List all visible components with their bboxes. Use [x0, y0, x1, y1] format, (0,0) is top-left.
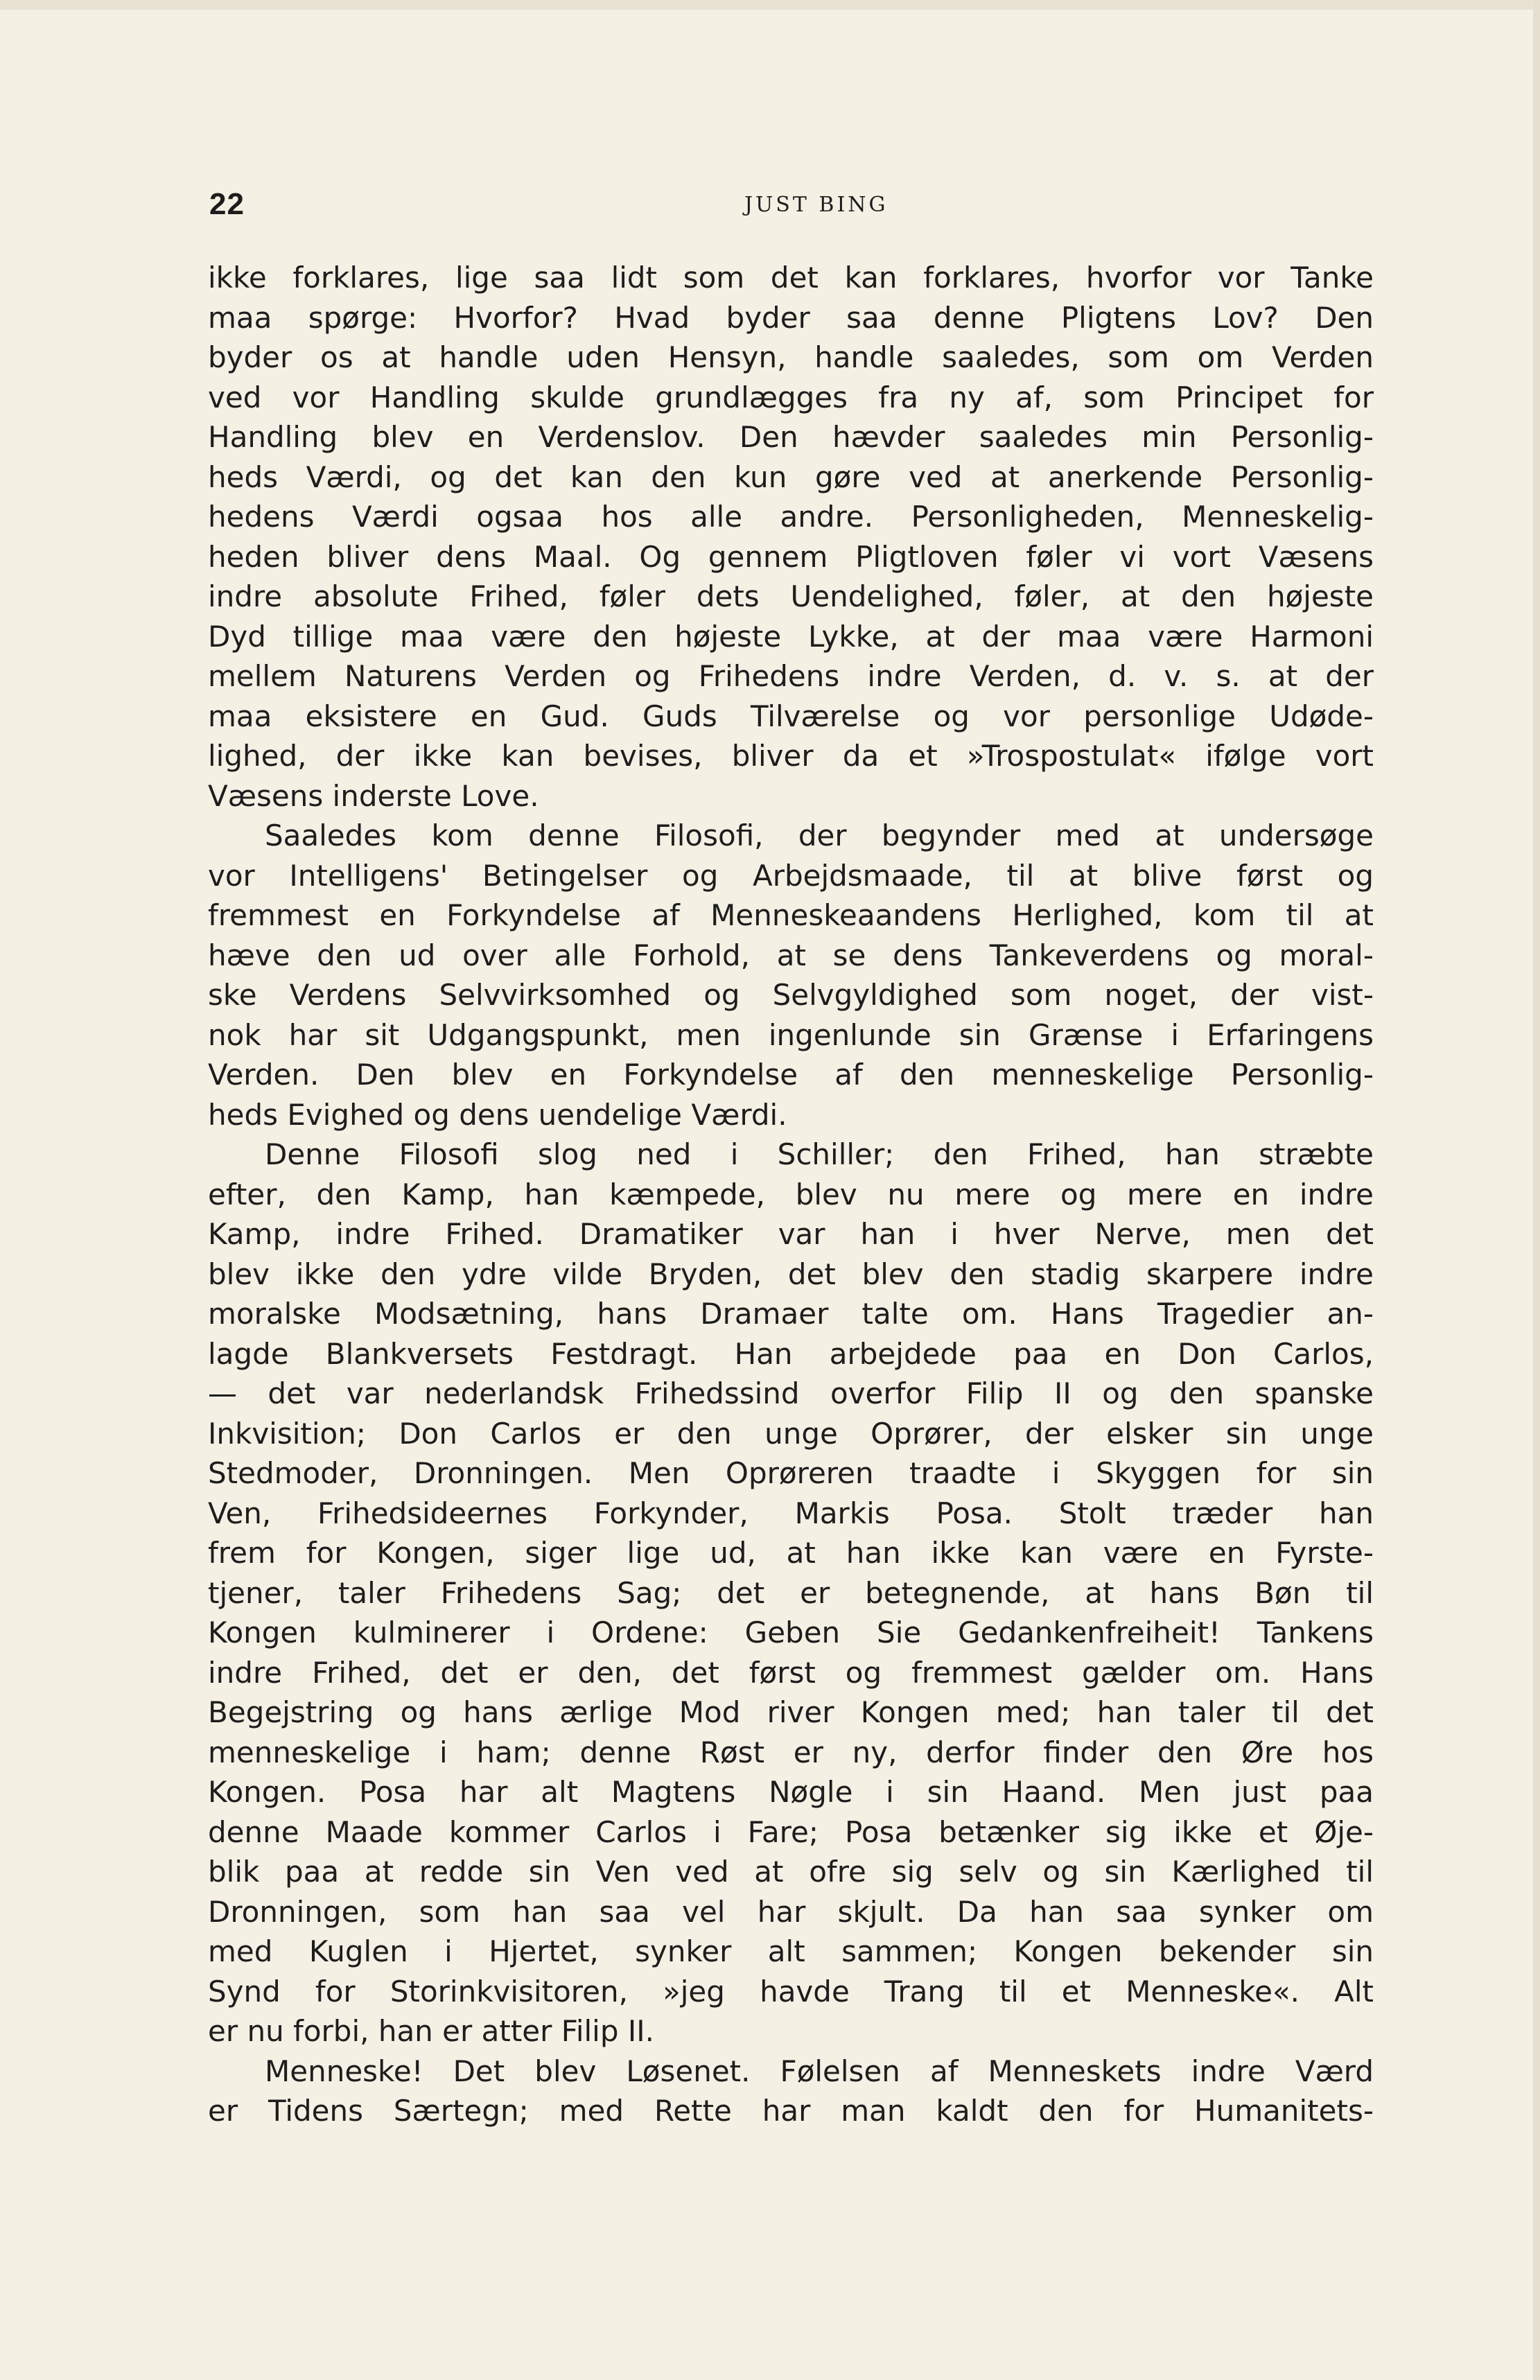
paragraph [208, 258, 1374, 816]
text-line: Kongen kulminerer i Ordene: Geben Sie Gedankenfreiheit! Tankens [208, 1616, 1374, 1650]
paragraph [208, 2051, 1374, 2131]
text-line: tjener, taler Frihedens Sag; det er betegnende, at hans Bøn til [208, 1575, 1374, 1610]
text-line: menneskelige i ham; denne Røst er ny, derfor finder den Øre hos [208, 1735, 1374, 1769]
text-line: lagde Blankversets Festdragt. Han arbejdede paa en Don Carlos, [208, 1336, 1374, 1371]
text-line: er Tidens Særtegn; med Rette har man kaldt den for Humanitets- [208, 2094, 1374, 2128]
text-line: blik paa at redde sin Ven ved at ofre sig selv og sin Kærlighed til [208, 1855, 1374, 1889]
text-line: vor Intelligens' Betingelser og Arbejdsmaade, til at blive først og [208, 858, 1374, 893]
page-header [209, 187, 1372, 236]
text-line: frem for Kongen, siger lige ud, at han ikke kan være en Fyrste- [208, 1536, 1374, 1570]
text-line: maa spørge: Hvorfor? Hvad byder saa denne Pligtens Lov? Den [208, 300, 1374, 335]
text-line: Verden. Den blev en Forkyndelse af den menneskelige Personlig- [208, 1058, 1374, 1092]
text-line: nok har sit Udgangspunkt, men ingenlunde sin Grænse i Erfaringens [208, 1017, 1374, 1052]
running-head: JUST BING [744, 193, 889, 217]
text-line: Ven, Frihedsideernes Forkynder, Markis Posa. Stolt træder han [208, 1496, 1374, 1530]
text-line: fremmest en Forkyndelse af Menneskeaandens Herlighed, kom til at [208, 898, 1374, 932]
page-number: 22 [209, 187, 245, 221]
text-line: Stedmoder, Dronningen. Men Oprøreren traadte i Skyggen for sin [208, 1456, 1374, 1490]
text-line: maa eksistere en Gud. Guds Tilværelse og vor personlige Udøde- [208, 699, 1374, 733]
text-line: byder os at handle uden Hensyn, handle saaledes, som om Verden [208, 340, 1374, 374]
text-line: — det var nederlandsk Frihedssind overfor Filip II og den spanske [208, 1376, 1374, 1410]
text-line: hæve den ud over alle Forhold, at se dens Tankeverdens og moral- [208, 938, 1374, 972]
text-line: Denne Filosofi slog ned i Schiller; den Frihed, han stræbte [265, 1137, 1374, 1171]
text-line: Synd for Storinkvisitoren, »jeg havde Trang til et Menneske«. Alt [208, 1974, 1374, 2009]
text-line: Inkvisition; Don Carlos er den unge Oprører, der elsker sin unge [208, 1416, 1374, 1451]
text-line: efter, den Kamp, han kæmpede, blev nu mere og mere en indre [208, 1177, 1374, 1211]
text-line: ikke forklares, lige saa lidt som det kan forklares, hvorfor vor Tanke [208, 261, 1374, 295]
text-line: Handling blev en Verdenslov. Den hævder saaledes min Personlig- [208, 420, 1374, 454]
text-line: mellem Naturens Verden og Frihedens indre Verden, d. v. s. at der [208, 659, 1374, 693]
text-line: Kongen. Posa har alt Magtens Nøgle i sin Haand. Men just paa [208, 1775, 1374, 1809]
text-line: heds Evighed og dens uendelige Værdi. [208, 1097, 787, 1132]
text-line: ske Verdens Selvvirksomhed og Selvgyldighed som noget, der vist- [208, 978, 1374, 1012]
text-line: Dyd tillige maa være den højeste Lykke, at der maa være Harmoni [208, 619, 1374, 654]
text-line: Dronningen, som han saa vel har skjult. Da han saa synker om [208, 1894, 1374, 1929]
text-line: heds Værdi, og det kan den kun gøre ved at anerkende Personlig- [208, 460, 1374, 494]
text-line: indre Frihed, det er den, det først og fremmest gælder om. Hans [208, 1655, 1374, 1690]
text-line: moralske Modsætning, hans Dramaer talte om. Hans Tragedier an- [208, 1297, 1374, 1331]
text-line: ved vor Handling skulde grundlægges fra ny af, som Principet for [208, 380, 1374, 414]
text-line: hedens Værdi ogsaa hos alle andre. Personligheden, Menneskelig- [208, 500, 1374, 534]
text-line: indre absolute Frihed, føler dets Uendelighed, føler, at den højeste [208, 579, 1374, 613]
text-line: Saaledes kom denne Filosofi, der begynder med at undersøge [265, 819, 1374, 852]
text-line: heden bliver dens Maal. Og gennem Pligtloven føler vi vort Væsens [208, 539, 1374, 574]
scan-edge-right [1533, 0, 1540, 2380]
text-line: lighed, der ikke kan bevises, bliver da et »Trospostulat« ifølge vort [208, 739, 1374, 773]
text-line: Væsens inderste Love. [208, 778, 539, 813]
scan-edge-top [0, 0, 1540, 10]
text-line: med Kuglen i Hjertet, synker alt sammen; Kongen bekender sin [208, 1934, 1374, 1968]
body-text [208, 258, 1374, 2131]
text-line: Menneske! Det blev Løsenet. Følelsen af Menneskets indre Værd [265, 2054, 1374, 2088]
paragraph [208, 816, 1374, 1135]
paragraph [208, 1135, 1374, 2051]
text-line: Kamp, indre Frihed. Dramatiker var han i hver Nerve, men det [208, 1217, 1374, 1251]
text-line: denne Maade kommer Carlos i Fare; Posa betænker sig ikke et Øje- [208, 1814, 1374, 1849]
text-line: er nu forbi, han er atter Filip II. [208, 2014, 654, 2048]
text-line: Begejstring og hans ærlige Mod river Kongen med; han taler til det [208, 1695, 1374, 1729]
text-line: blev ikke den ydre vilde Bryden, det blev den stadig skarpere indre [208, 1257, 1374, 1291]
